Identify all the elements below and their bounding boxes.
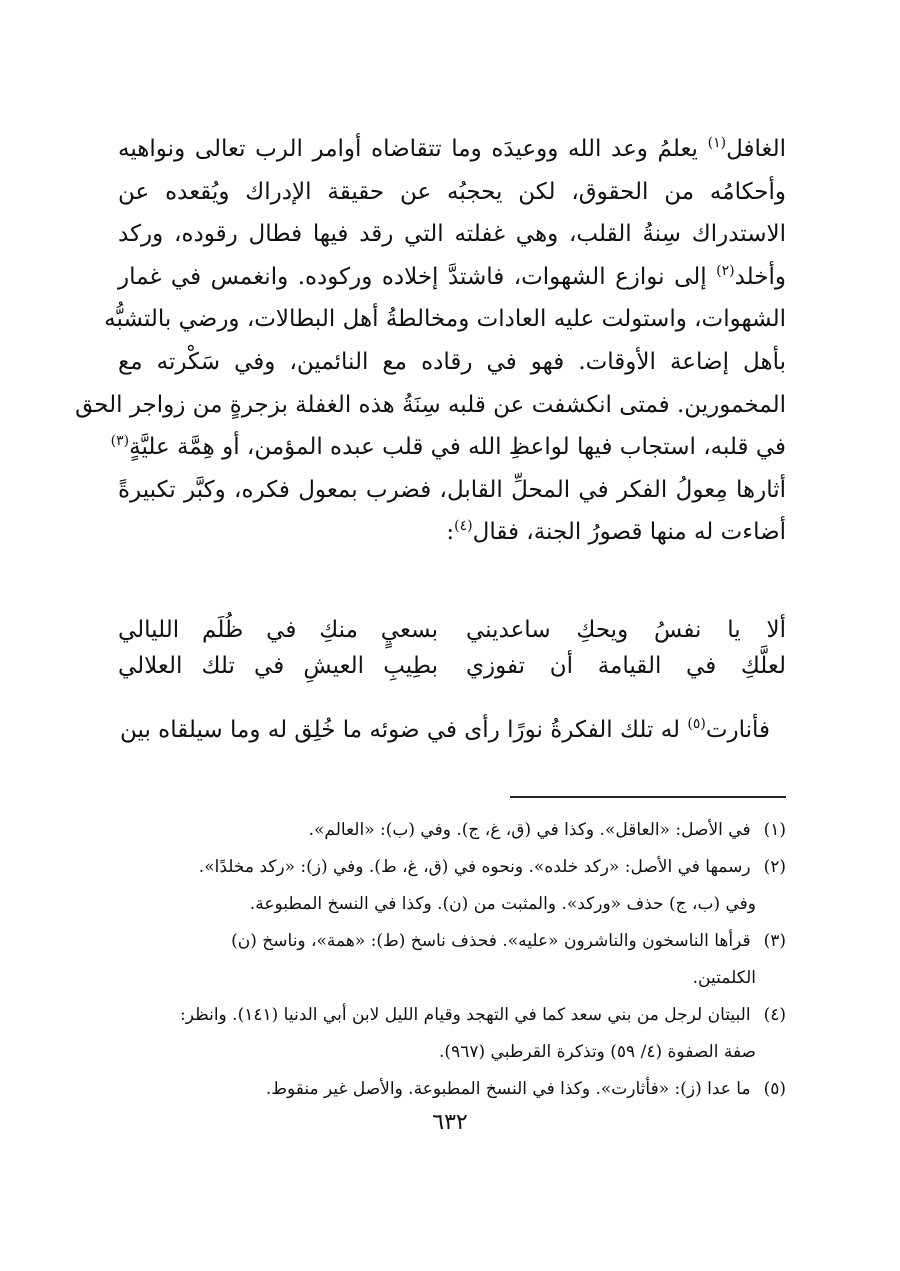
footnote-ref[interactable]: (٢) — [716, 262, 735, 279]
footnote — [118, 812, 786, 849]
poem — [118, 612, 786, 684]
footnote-text: في الأصل: «العاقل». وكذا في (ق، غ، ج). وفي (ب): «العالم». — [308, 820, 751, 840]
footnote-number: (٥) — [763, 1079, 786, 1099]
main-text — [75, 128, 786, 554]
body-line — [75, 384, 786, 427]
footnote — [118, 923, 786, 960]
footnote-number: (٤) — [763, 1005, 786, 1025]
line-text: : — [446, 519, 455, 546]
footnote-text: رسمها في الأصل: «ركد خلده». ونحوه في (ق، غ، ط). وفي (ز): «ركد مخلدًا». — [198, 857, 751, 877]
line-text: في قلبه، استجاب فيها لواعظِ الله في قلب عبده المؤمن، أو هِمَّة عليَّةٍ — [129, 434, 786, 461]
footnote-number: (٣) — [763, 931, 786, 951]
line-text: أثارها مِعولُ الفكر في المحلِّ القابل، فضرب بمعول فكره، وكبَّر تكبيرةً — [118, 476, 786, 503]
verse-second-hemistich: بطِيبِ العيشِ في تلك العلالي — [118, 653, 438, 679]
verse-line — [118, 648, 786, 684]
footnote-ref[interactable]: (١) — [707, 135, 727, 151]
body-line — [118, 128, 786, 171]
footnote — [118, 997, 786, 1034]
verse-line — [118, 612, 786, 648]
line-text: إلى نوازع الشهوات، فاشتدَّ إخلاده وركوده. وانغمس في غمار — [118, 263, 717, 290]
footnote-ref[interactable]: (٤) — [454, 518, 473, 535]
line-text: المخمورين. فمتى انكشفت عن قلبه سِنَةُ هذه الغفلة بزجرةٍ من زواجر الحق — [75, 391, 786, 418]
body-line — [118, 469, 786, 512]
body-line-after-poem — [118, 710, 770, 750]
line-text: يعلمُ وعد الله ووعيدَه وما تتقاضاه أوامر الرب تعالى ونواهيه — [118, 136, 708, 162]
footnote-separator — [510, 796, 786, 798]
page-number: ٦٣٢ — [432, 1110, 468, 1135]
line-text: له تلك الفكرةُ نورًا رأى في ضوئه ما خُلِق له وما سيلقاه بين — [120, 717, 688, 743]
footnote — [118, 849, 786, 886]
line-text: بأهل إضاعة الأوقات. فهو في رقاده مع النائمين، وفي سَكْرته مع — [118, 348, 786, 375]
footnote-continuation: الكلمتين. — [692, 968, 756, 988]
footnote-text: البيتان لرجل من بني سعد كما في التهجد وقيام الليل لابن أبي الدنيا (١٤١). وانظر: — [180, 1005, 751, 1025]
footnote-number: (١) — [763, 820, 786, 840]
body-line — [110, 426, 786, 469]
line-text: وأحكامُه من الحقوق، لكن يحجبُه عن حقيقة الإدراك ويُقعده عن — [118, 178, 786, 205]
footnote-continuation: صفة الصفوة (٤/ ٥٩) وتذكرة القرطبي (٩٦٧). — [439, 1042, 756, 1062]
body-line — [118, 213, 786, 256]
footnote-ref[interactable]: (٣) — [110, 433, 130, 450]
footnote-continuation: وفي (ب، ج) حذف «وركد». والمثبت من (ن). وكذا في النسخ المطبوعة. — [249, 894, 756, 914]
body-line — [104, 298, 786, 341]
verse-second-hemistich: بسعيٍ منكِ في ظُلَم الليالي — [118, 617, 438, 643]
line-text: فأنارت — [705, 717, 770, 743]
body-line — [118, 171, 786, 214]
line-text: الاستدراك سِنةُ القلب، وهي غفلته التي رقد فيها فطال رقوده، وركد — [118, 221, 786, 248]
line-text: وأخلد — [734, 263, 786, 290]
footnote-text: قرأها الناسخون والناشرون «عليه». فحذف ناسخ (ط): «همة»، وناسخ (ن) — [231, 931, 751, 951]
line-text: أضاءت له منها قصورُ الجنة، فقال — [472, 519, 786, 546]
footnote-ref[interactable]: (٥) — [687, 716, 706, 732]
footnotes — [118, 812, 786, 1108]
verse-first-hemistich: لعلَّكِ في القيامة أن تفوزي — [466, 653, 786, 679]
line-text: الغافل — [726, 136, 786, 162]
footnote-number: (٢) — [763, 857, 786, 877]
body-line — [118, 341, 786, 384]
line-text: الشهوات، واستولت عليه العادات ومخالطةُ أهل البطالات، ورضي بالتشبُّه — [104, 306, 786, 333]
body-line — [118, 511, 786, 554]
footnote-text: ما عدا (ز): «فأثارت». وكذا في النسخ المطبوعة. والأصل غير منقوط. — [265, 1079, 751, 1099]
verse-first-hemistich: ألا يا نفسُ ويحكِ ساعديني — [466, 617, 786, 643]
footnote — [118, 1071, 786, 1108]
body-line — [118, 256, 786, 299]
